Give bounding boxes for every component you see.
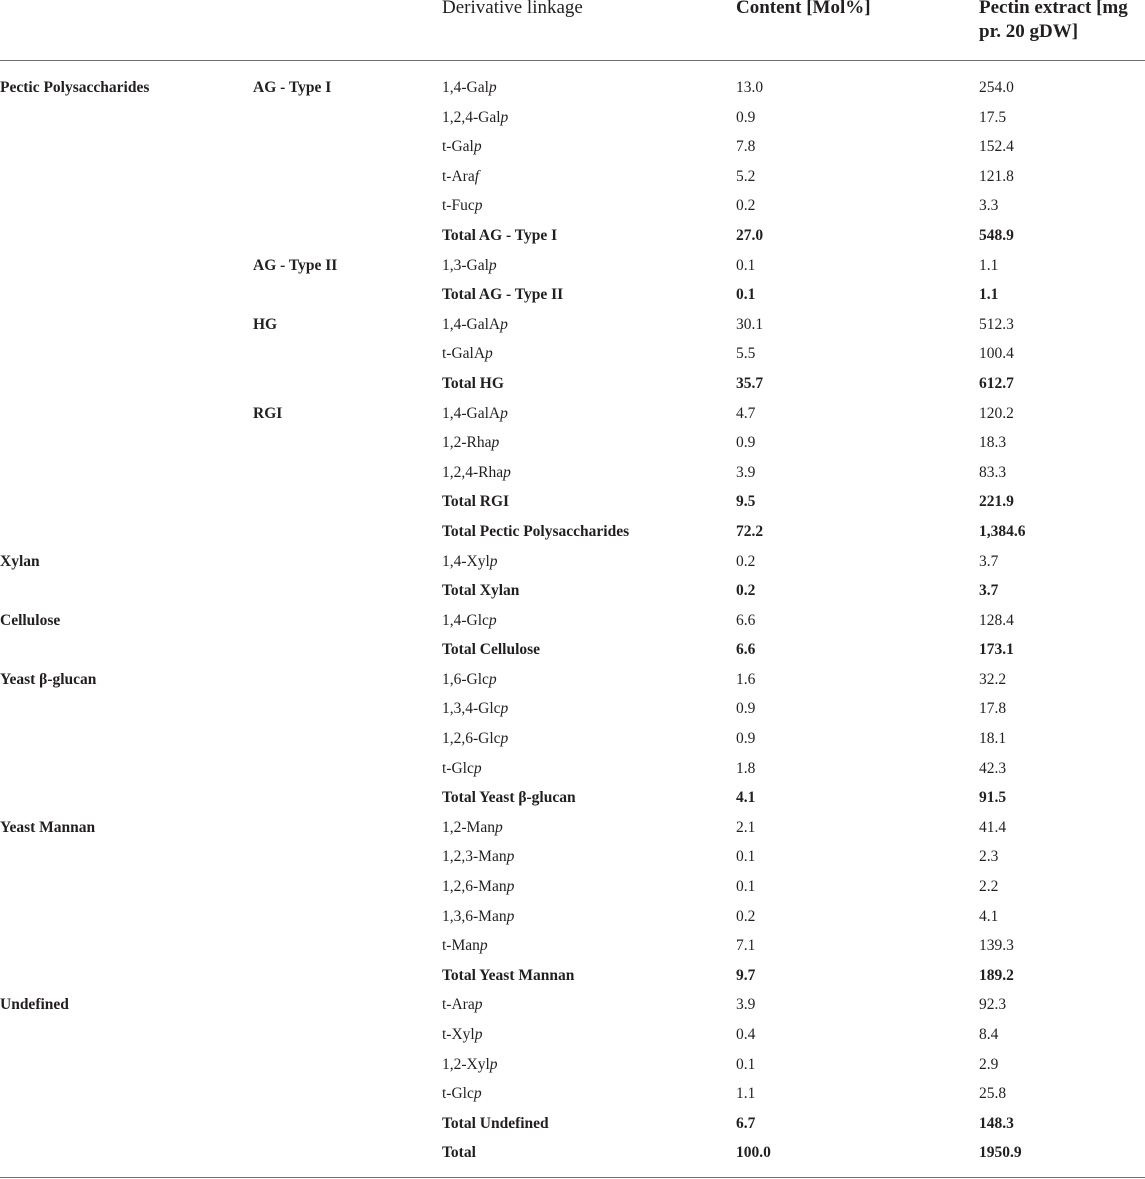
content-mol-percent: 6.7 — [736, 1114, 756, 1132]
table-row — [0, 103, 1145, 133]
derivative-linkage — [442, 256, 497, 276]
derivative-linkage — [442, 492, 509, 512]
content-mol-percent: 0.1 — [736, 256, 756, 274]
linkage-ring-form: p — [500, 730, 509, 748]
linkage-text: 1,4-Xyl — [442, 552, 490, 570]
linkage-text: Total Pectic Polysaccharides — [442, 522, 630, 540]
derivative-linkage — [442, 1114, 549, 1134]
derivative-linkage — [442, 670, 497, 690]
content-mol-percent: 0.1 — [736, 878, 756, 896]
pectin-extract-value: 18.3 — [979, 434, 1007, 452]
content-mol-percent: 0.2 — [736, 552, 756, 570]
pectin-extract-value: 17.8 — [979, 700, 1007, 718]
linkage-text: 1,2,6-Glc — [442, 730, 501, 748]
table-row — [0, 842, 1145, 872]
pectin-extract-value: 83.3 — [979, 463, 1007, 481]
table-row — [0, 606, 1145, 636]
derivative-linkage — [442, 285, 563, 305]
pectin-extract-value: 2.2 — [979, 878, 999, 896]
linkage-ring-form: p — [474, 996, 483, 1014]
derivative-linkage — [442, 1055, 498, 1075]
linkage-ring-form: p — [488, 611, 497, 629]
pectin-extract-value: 152.4 — [979, 138, 1014, 156]
table-row — [0, 73, 1145, 103]
linkage-text: t-Ara — [442, 167, 475, 185]
derivative-linkage — [442, 907, 514, 927]
linkage-text: 1,2,4-Rha — [442, 463, 504, 481]
linkage-text: Total HG — [442, 374, 504, 392]
subgroup: AG - Type I — [253, 79, 332, 96]
pectin-extract-value: 32.2 — [979, 670, 1007, 688]
linkage-text: 1,3,6-Man — [442, 907, 507, 925]
polysaccharide-group: Cellulose — [0, 611, 61, 629]
derivative-linkage — [442, 1084, 482, 1104]
derivative-linkage — [442, 847, 514, 867]
derivative-linkage — [442, 788, 576, 808]
table-row — [0, 931, 1145, 961]
derivative-linkage — [442, 463, 511, 483]
table-row — [0, 251, 1145, 281]
header-pectin-extract — [979, 0, 1128, 44]
header-pectin-line1: Pectin extract [mg — [979, 0, 1128, 18]
pectin-extract-value: 91.5 — [979, 789, 1007, 807]
table-body — [0, 73, 1145, 1168]
linkage-text: t-Glc — [442, 1085, 474, 1103]
linkage-ring-form: p — [506, 848, 515, 866]
derivative-linkage — [442, 640, 540, 660]
table-row — [0, 310, 1145, 340]
pectin-extract-value: 173.1 — [979, 641, 1014, 659]
derivative-linkage — [442, 877, 514, 897]
derivative-linkage — [442, 552, 498, 572]
content-mol-percent: 0.9 — [736, 730, 756, 748]
derivative-linkage — [442, 995, 482, 1015]
linkage-ring-form: p — [474, 197, 483, 215]
pectin-extract-value: 100.4 — [979, 345, 1014, 363]
pectin-extract-value: 17.5 — [979, 108, 1007, 126]
content-mol-percent: 100.0 — [736, 1144, 771, 1162]
table-total-row — [0, 783, 1145, 813]
table-row — [0, 1050, 1145, 1080]
pectin-extract-value: 3.7 — [979, 582, 999, 600]
linkage-text: t-Xyl — [442, 1026, 475, 1043]
content-mol-percent: 13.0 — [736, 79, 764, 96]
linkage-text: t-Man — [442, 937, 480, 955]
content-mol-percent: 0.1 — [736, 286, 756, 304]
linkage-text: 1,6-Glc — [442, 670, 489, 688]
table-row — [0, 339, 1145, 369]
linkage-text: 1,2-Man — [442, 818, 495, 836]
pectin-extract-value: 548.9 — [979, 226, 1014, 244]
linkage-text: Total AG - Type II — [442, 286, 564, 304]
table-row — [0, 191, 1145, 221]
linkage-text: Total AG - Type I — [442, 226, 558, 244]
linkage-text: t-Glc — [442, 759, 474, 777]
content-mol-percent: 0.1 — [736, 1055, 756, 1073]
table-row — [0, 990, 1145, 1020]
table-row — [0, 872, 1145, 902]
pectin-extract-value: 120.2 — [979, 404, 1014, 422]
table-row — [0, 754, 1145, 784]
content-mol-percent: 3.9 — [736, 463, 756, 481]
header-linkage: Derivative linkage — [442, 0, 583, 18]
linkage-text: 1,2-Xyl — [442, 1055, 490, 1073]
linkage-text: Total — [442, 1144, 476, 1162]
pectin-extract-value: 254.0 — [979, 79, 1014, 96]
subgroup: RGI — [253, 404, 283, 422]
linkage-ring-form: p — [474, 1026, 483, 1043]
polysaccharide-group: Xylan — [0, 552, 40, 570]
linkage-ring-form: p — [506, 907, 515, 925]
content-mol-percent: 0.9 — [736, 700, 756, 718]
pectin-extract-value: 42.3 — [979, 759, 1007, 777]
derivative-linkage — [442, 611, 497, 631]
table-total-row — [0, 576, 1145, 606]
table-total-row — [0, 280, 1145, 310]
content-mol-percent: 3.9 — [736, 996, 756, 1014]
derivative-linkage — [442, 699, 508, 719]
table-total-row — [0, 369, 1145, 399]
subgroup: AG - Type II — [253, 256, 338, 274]
linkage-text: 1,3-Gal — [442, 256, 489, 274]
table-total-row — [0, 961, 1145, 991]
bottom-rule — [0, 1177, 1145, 1178]
header-pectin-line2: pr. 20 gDW] — [979, 21, 1079, 42]
pectin-extract-value: 128.4 — [979, 611, 1014, 629]
table-total-row — [0, 1138, 1145, 1168]
linkage-ring-form: p — [500, 108, 509, 126]
derivative-linkage — [442, 522, 629, 542]
linkage-ring-form: p — [503, 463, 511, 481]
derivative-linkage — [442, 818, 503, 838]
linkage-ring-form: p — [473, 138, 482, 156]
table-row — [0, 458, 1145, 488]
linkage-text: 1,4-GalA — [442, 404, 501, 422]
linkage-ring-form: p — [479, 937, 488, 955]
polysaccharide-group: Pectic Polysaccharides — [0, 79, 150, 96]
table-total-row — [0, 1109, 1145, 1139]
linkage-text: Total RGI — [442, 493, 510, 511]
linkage-ring-form: p — [500, 315, 508, 333]
content-mol-percent: 7.8 — [736, 138, 756, 156]
linkage-ring-form: p — [485, 345, 493, 363]
linkage-ring-form: p — [491, 434, 500, 452]
linkage-text: 1,2,4-Gal — [442, 108, 501, 126]
linkage-ring-form: p — [500, 700, 509, 718]
linkage-text: Total Undefined — [442, 1114, 549, 1132]
pectin-extract-value: 1.1 — [979, 286, 999, 304]
derivative-linkage — [442, 315, 508, 335]
content-mol-percent: 0.4 — [736, 1026, 756, 1043]
pectin-extract-value: 221.9 — [979, 493, 1014, 511]
table-row — [0, 428, 1145, 458]
content-mol-percent: 0.9 — [736, 434, 756, 452]
content-mol-percent: 72.2 — [736, 522, 764, 540]
linkage-ring-form: p — [473, 759, 482, 777]
linkage-text: t-Ara — [442, 996, 475, 1014]
table-total-row — [0, 221, 1145, 251]
content-mol-percent: 4.7 — [736, 404, 756, 422]
derivative-linkage — [442, 344, 493, 364]
derivative-linkage — [442, 1143, 476, 1163]
content-mol-percent: 1.8 — [736, 759, 756, 777]
content-mol-percent: 9.5 — [736, 493, 756, 511]
content-mol-percent: 5.5 — [736, 345, 756, 363]
derivative-linkage — [442, 433, 499, 453]
table-row — [0, 724, 1145, 754]
content-mol-percent: 4.1 — [736, 789, 756, 807]
content-mol-percent: 35.7 — [736, 374, 764, 392]
derivative-linkage — [442, 196, 482, 216]
derivative-linkage — [442, 108, 508, 128]
pectin-extract-value: 189.2 — [979, 966, 1014, 984]
derivative-linkage — [442, 137, 482, 157]
table-row — [0, 547, 1145, 577]
linkage-text: 1,2,6-Man — [442, 878, 507, 896]
polysaccharide-group: Yeast Mannan — [0, 818, 96, 836]
pectin-extract-value: 2.3 — [979, 848, 999, 866]
linkage-ring-form: p — [488, 79, 497, 96]
linkage-text: t-GalA — [442, 345, 486, 363]
derivative-linkage — [442, 78, 497, 98]
polysaccharide-group: Undefined — [0, 996, 69, 1014]
content-mol-percent: 0.9 — [736, 108, 756, 126]
pectin-extract-value: 41.4 — [979, 818, 1007, 836]
content-mol-percent: 5.2 — [736, 167, 756, 185]
content-mol-percent: 30.1 — [736, 315, 764, 333]
derivative-linkage — [442, 936, 488, 956]
pectin-extract-value: 3.3 — [979, 197, 999, 215]
table-row — [0, 399, 1145, 429]
table-row — [0, 1079, 1145, 1109]
pectin-extract-value: 121.8 — [979, 167, 1014, 185]
linkage-text: 1,2,3-Man — [442, 848, 507, 866]
linkage-ring-form: f — [474, 167, 480, 185]
pectin-extract-value: 612.7 — [979, 374, 1014, 392]
pectin-extract-value: 2.9 — [979, 1055, 999, 1073]
content-mol-percent: 1.1 — [736, 1085, 756, 1103]
subgroup: HG — [253, 315, 278, 333]
pectin-extract-value: 25.8 — [979, 1085, 1007, 1103]
pectin-extract-value: 1,384.6 — [979, 522, 1026, 540]
content-mol-percent: 7.1 — [736, 937, 756, 955]
table-total-row — [0, 517, 1145, 547]
polysaccharide-group: Yeast β-glucan — [0, 670, 97, 688]
table-row — [0, 902, 1145, 932]
derivative-linkage — [442, 1025, 482, 1045]
linkage-text: Total Yeast β-glucan — [442, 789, 576, 807]
linkage-ring-form: p — [488, 256, 497, 274]
linkage-ring-form: p — [506, 878, 515, 896]
content-mol-percent: 6.6 — [736, 611, 756, 629]
table-header — [0, 0, 1145, 61]
derivative-linkage — [442, 374, 504, 394]
derivative-linkage — [442, 966, 574, 986]
linkage-text: 1,2-Rha — [442, 434, 492, 452]
pectin-extract-value: 1.1 — [979, 256, 999, 274]
derivative-linkage — [442, 167, 479, 187]
table-row — [0, 694, 1145, 724]
content-mol-percent: 0.2 — [736, 582, 756, 600]
linkage-text: Total Yeast Mannan — [442, 966, 575, 984]
linkage-text: Total Xylan — [442, 582, 520, 600]
linkage-ring-form: p — [473, 1085, 482, 1103]
table-total-row — [0, 487, 1145, 517]
content-mol-percent: 2.1 — [736, 818, 756, 836]
linkage-text: 1,3,4-Glc — [442, 700, 501, 718]
derivative-linkage — [442, 581, 519, 601]
table-row — [0, 665, 1145, 695]
linkage-text: Total Cellulose — [442, 641, 541, 659]
linkage-text: 1,4-Gal — [442, 79, 489, 96]
content-mol-percent: 27.0 — [736, 226, 764, 244]
linkage-ring-form: p — [494, 818, 503, 836]
table-row — [0, 1020, 1145, 1050]
header-content: Content [Mol%] — [736, 0, 871, 18]
linkage-ring-form: p — [488, 670, 497, 688]
linkage-text: 1,4-Glc — [442, 611, 489, 629]
pectin-extract-value: 512.3 — [979, 315, 1014, 333]
table-row — [0, 162, 1145, 192]
linkage-ring-form: p — [489, 1055, 498, 1073]
content-mol-percent: 9.7 — [736, 966, 756, 984]
content-mol-percent: 1.6 — [736, 670, 756, 688]
table-row — [0, 132, 1145, 162]
pectin-extract-value: 4.1 — [979, 907, 999, 925]
pectin-extract-value: 139.3 — [979, 937, 1014, 955]
table-row — [0, 813, 1145, 843]
pectin-extract-value: 3.7 — [979, 552, 999, 570]
derivative-linkage — [442, 729, 508, 749]
pectin-extract-value: 8.4 — [979, 1026, 999, 1043]
derivative-linkage — [442, 226, 557, 246]
pectin-extract-value: 92.3 — [979, 996, 1007, 1014]
linkage-text: t-Fuc — [442, 197, 475, 215]
linkage-text: 1,4-GalA — [442, 315, 501, 333]
content-mol-percent: 0.2 — [736, 197, 756, 215]
table-total-row — [0, 635, 1145, 665]
linkage-ring-form: p — [500, 404, 508, 422]
linkage-text: t-Gal — [442, 138, 474, 156]
pectin-extract-value: 1950.9 — [979, 1144, 1022, 1162]
content-mol-percent: 0.2 — [736, 907, 756, 925]
derivative-linkage — [442, 404, 508, 424]
pectin-extract-value: 18.1 — [979, 730, 1007, 748]
content-mol-percent: 6.6 — [736, 641, 756, 659]
pectin-extract-value: 148.3 — [979, 1114, 1014, 1132]
linkage-ring-form: p — [489, 552, 498, 570]
content-mol-percent: 0.1 — [736, 848, 756, 866]
derivative-linkage — [442, 759, 482, 779]
